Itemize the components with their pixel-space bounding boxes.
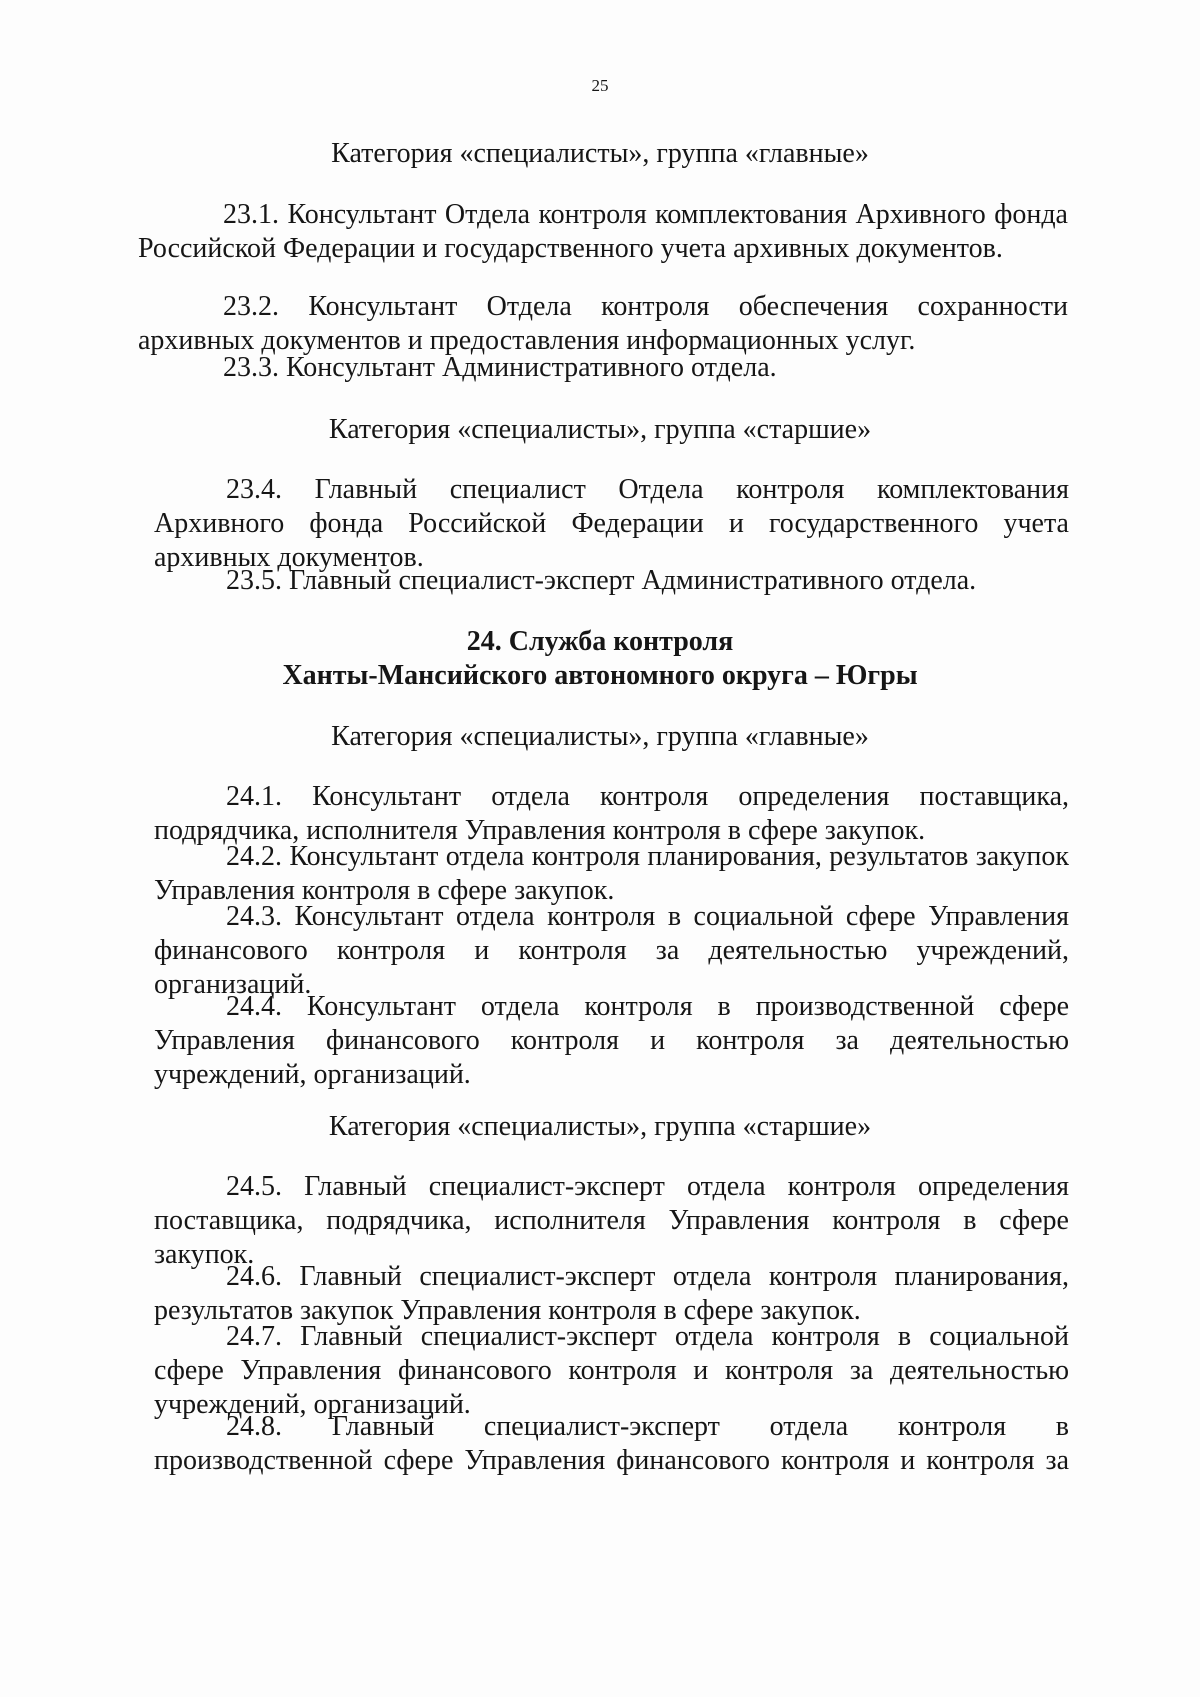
- paragraph-24-1: 24.1. Консультант отдела контроля определения поставщика, подрядчика, исполнителя Управления контроля в сфере закупок.: [154, 781, 1069, 846]
- paragraph-23-2: 23.2. Консультант Отдела контроля обеспечения сохранности архивных документов и предоставления информационных услуг.: [138, 291, 1068, 356]
- category-heading-23-senior: Категория «специалисты», группа «старшие»: [328, 414, 872, 445]
- paragraph-23-5: 23.5. Главный специалист-эксперт Административного отдела.: [226, 565, 977, 596]
- paragraph-24-5: 24.5. Главный специалист-эксперт отдела контроля определения поставщика, подрядчика, исполнителя Управления контроля в сфере закупок.: [154, 1171, 1069, 1270]
- paragraph-24-4: 24.4. Консультант отдела контроля в производственной сфере Управления финансового контроля и контроля за деятельностью учреждений, организаций.: [154, 991, 1069, 1090]
- paragraph-24-7: 24.7. Главный специалист-эксперт отдела контроля в социальной сфере Управления финансового контроля и контроля за деятельностью учреждений, организаций.: [154, 1321, 1069, 1420]
- paragraph-23-1: 23.1. Консультант Отдела контроля комплектования Архивного фонда Российской Федерации и государственного учета архивных документов.: [138, 199, 1068, 264]
- section-title-24-line-2: Ханты-Мансийского автономного округа – Югры: [282, 660, 918, 691]
- paragraph-24-8: 24.8. Главный специалист-эксперт отдела контроля в производственной сфере Управления финансового контроля и контроля за: [154, 1411, 1069, 1476]
- category-heading-23-main: Категория «специалисты», группа «главные»: [331, 138, 869, 169]
- category-heading-24-senior: Категория «специалисты», группа «старшие»: [328, 1111, 872, 1142]
- page-number: 25: [591, 76, 609, 95]
- section-title-24-line-1: 24. Служба контроля: [466, 626, 734, 657]
- paragraph-23-4: 23.4. Главный специалист Отдела контроля комплектования Архивного фонда Российской Федерации и государственного учета архивных документов.: [154, 474, 1069, 573]
- category-heading-24-main: Категория «специалисты», группа «главные»: [331, 721, 869, 752]
- paragraph-24-3: 24.3. Консультант отдела контроля в социальной сфере Управления финансового контроля и контроля за деятельностью учреждений, организаций.: [154, 901, 1069, 1000]
- paragraph-24-6: 24.6. Главный специалист-эксперт отдела контроля планирования, результатов закупок Управления контроля в сфере закупок.: [154, 1261, 1069, 1326]
- paragraph-24-2: 24.2. Консультант отдела контроля планирования, результатов закупок Управления контроля в сфере закупок.: [154, 841, 1069, 906]
- paragraph-23-3: 23.3. Консультант Административного отдела.: [223, 352, 777, 383]
